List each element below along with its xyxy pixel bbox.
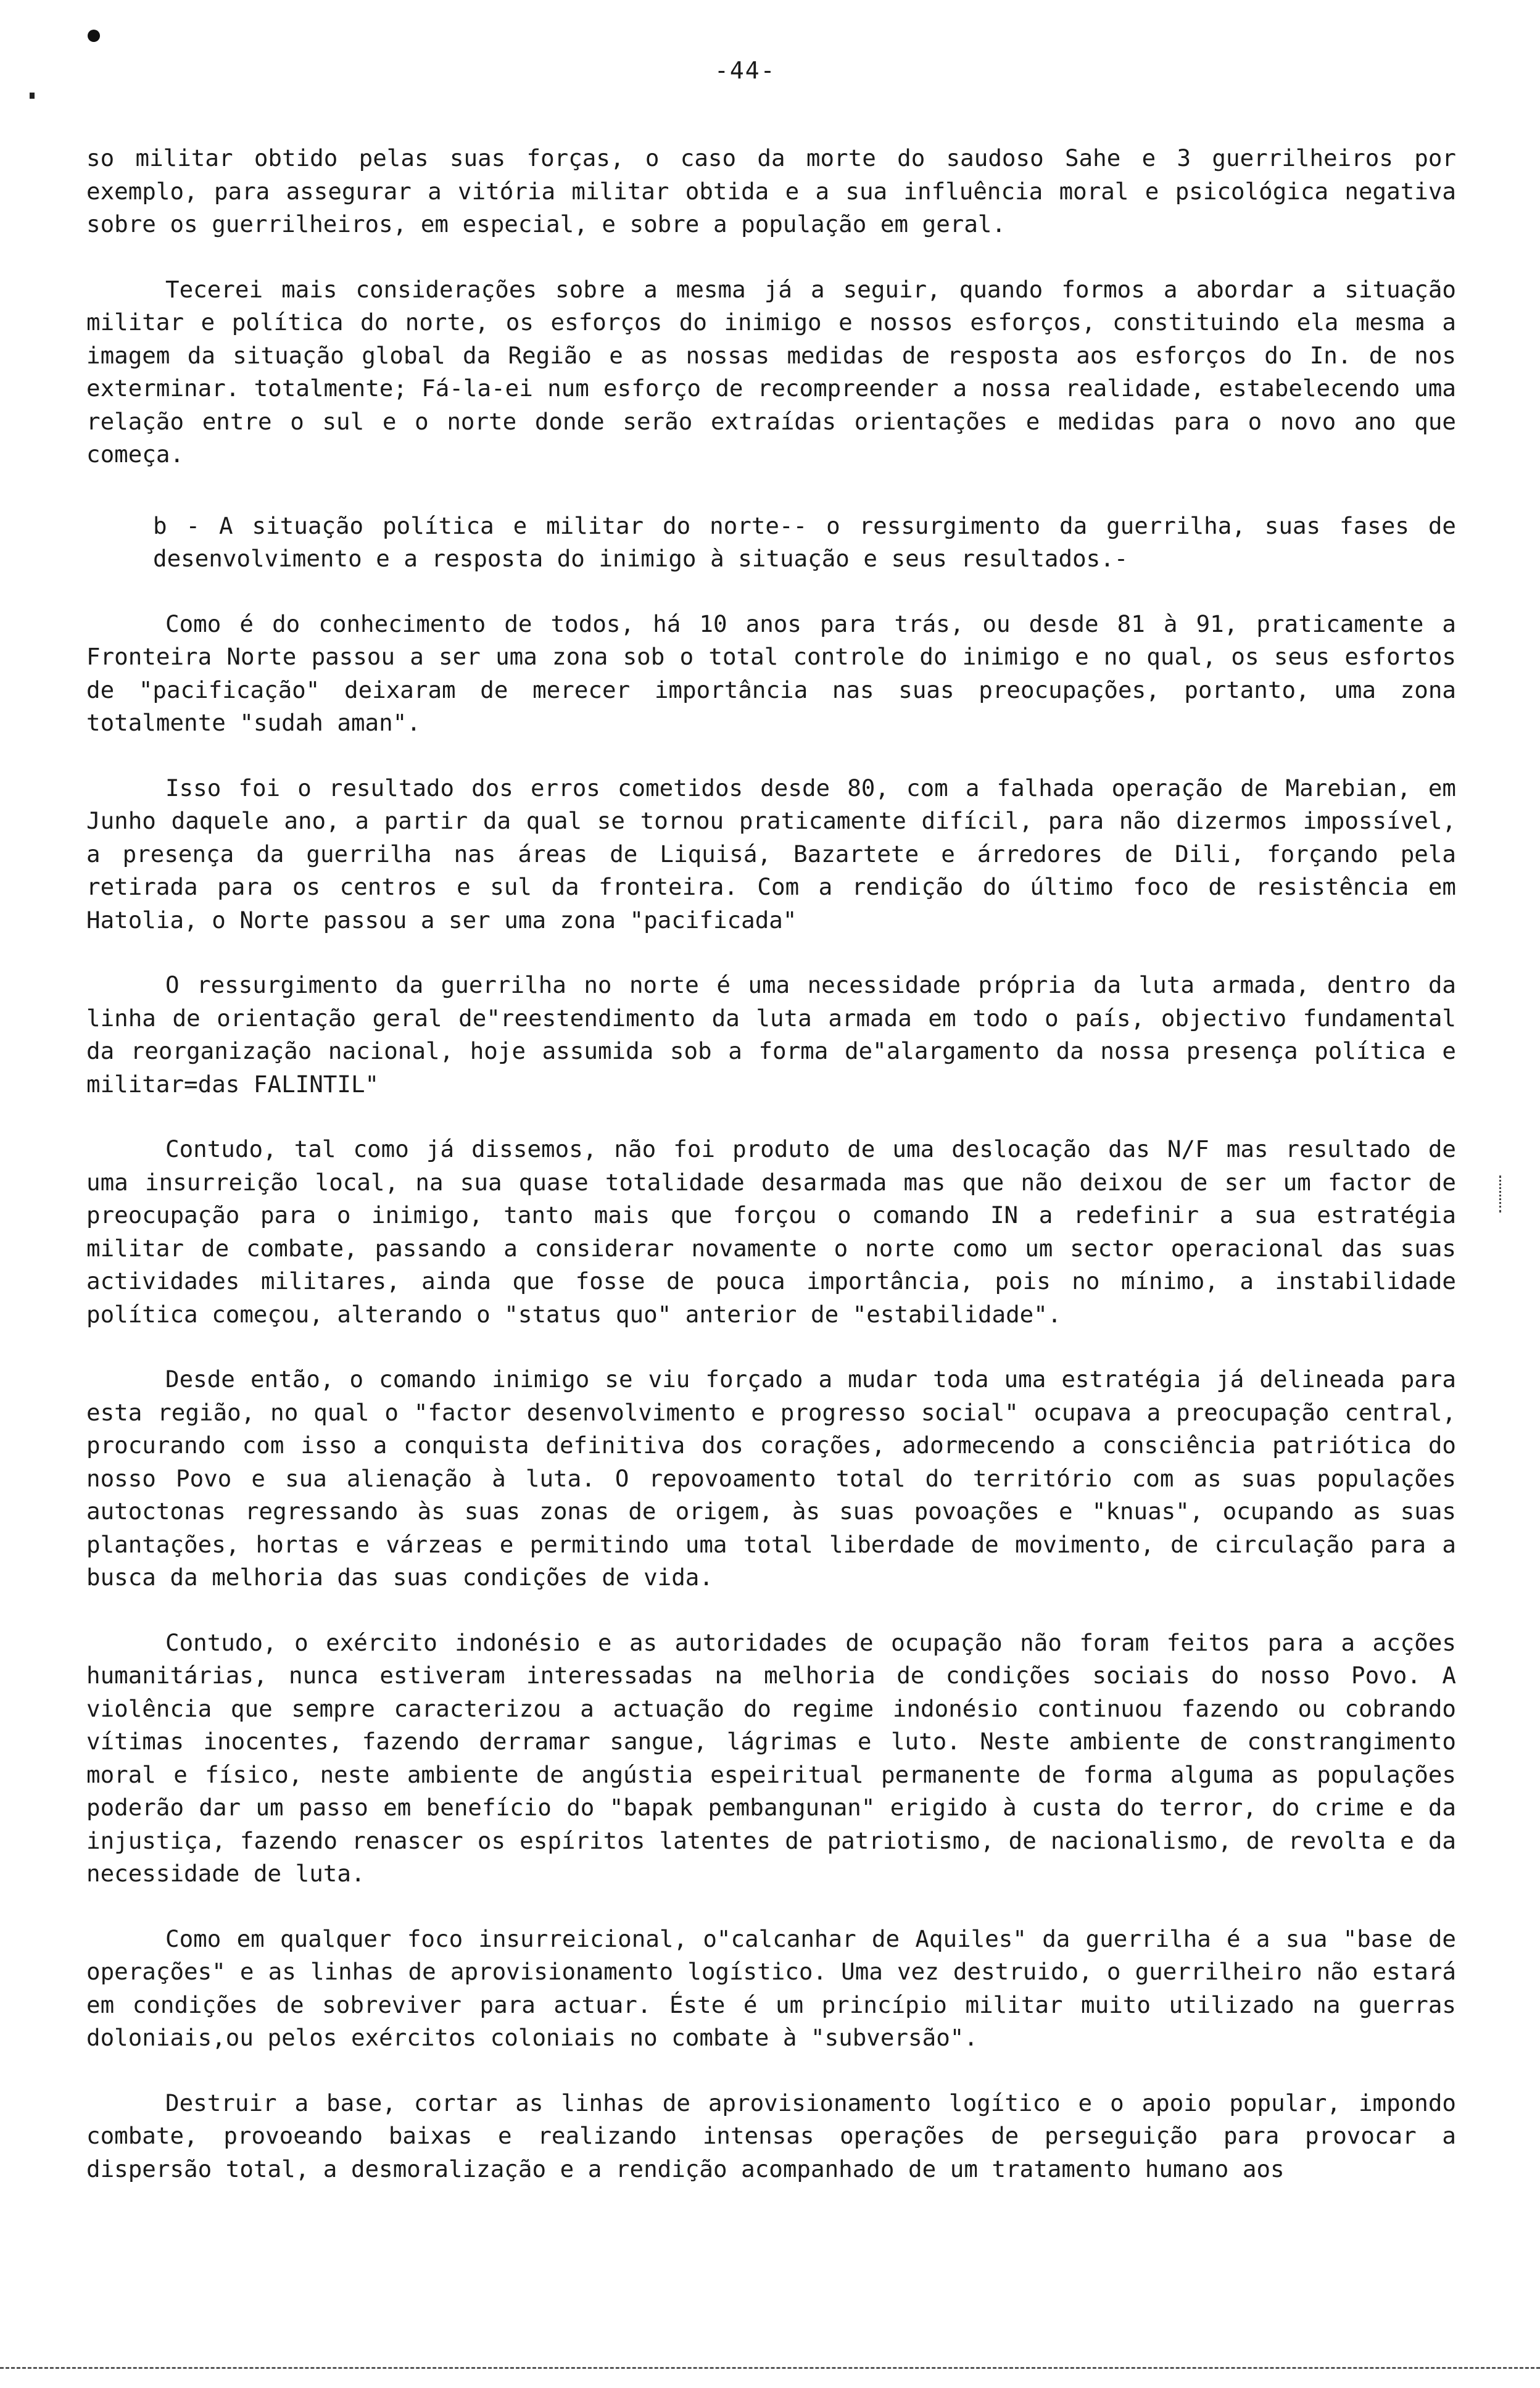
- paragraph-2: Tecerei mais considerações sobre a mesma já a seguir, quando formos a abordar a situação militar e política do norte, os esforços do inimigo e nossos esforços, constituindo ela mesma a imagem da situação global da Região e as nossas medidas de resposta aos esforços do In. de nos exterminar. totalmente; Fá-la-ei num esforço de recompreender a nossa realidade, estabelecendo uma relação entre o sul e o norte donde serão extraídas orientações e medidas para o novo ano que começa.: [86, 275, 1456, 468]
- section-heading-b: b - A situação política e militar do norte-- o ressurgimento da guerrilha, suas fases de desenvolvimento e a resposta do inimigo à situação e seus resultados.-: [153, 512, 1456, 572]
- paragraph-4: Isso foi o resultado dos erros cometidos desde 80, com a falhada operação de Marebian, em Junho daquele ano, a partir da qual se tornou praticamente difícil, para não dizermos impossível, a presença da guerrilha nas áreas de Liquisá, Bazartete e árredores de Dili, forçando pela retirada para os centros e sul da fronteira. Com a rendição do último foco de resistência em Hatolia, o Norte passou a ser uma zona "pacificada": [86, 774, 1456, 934]
- bottom-scan-edge: [0, 2367, 1540, 2369]
- body-text: [86, 142, 1456, 2186]
- paragraph-5: O ressurgimento da guerrilha no norte é uma necessidade própria da luta armada, dentro da linha de orientação geral de"reestendimento da luta armada em todo o país, objectivo fundamental da reorganização nacional, hoje assumida sob a forma de"alargamento da nossa presença política e militar=das FALINTIL": [86, 971, 1456, 1098]
- margin-tick-mark: [30, 93, 35, 99]
- paragraph-10: Destruir a base, cortar as linhas de aprovisionamento logítico e o apoio popular, impondo combate, provoeando baixas e realizando intensas operações de perseguição para provocar a dispersão total, a desmoralização e a rendição acompanhado de um tratamento humano aos: [86, 2089, 1456, 2183]
- paragraph-6: Contudo, tal como já dissemos, não foi produto de uma deslocação das N/F mas resultado de uma insurreição local, na sua quase totalidade desarmada mas que não deixou de ser um factor de preocupação para o inimigo, tanto mais que forçou o comando IN a redefinir a sua estratégia militar de combate, passando a considerar novamente o norte como um sector operacional das suas actividades militares, ainda que fosse de pouca importância, pois no mínimo, a instabilidade política começou, alterando o "status quo" anterior de "estabilidade".: [86, 1135, 1456, 1328]
- punch-hole-mark: [88, 30, 100, 42]
- paragraph-1: so militar obtido pelas suas forças, o caso da morte do saudoso Sahe e 3 guerrilheiros por exemplo, para assegurar a vitória militar obtida e a sua influência moral e psicológica negativa sobre os guerrilheiros, em especial, e sobre a população em geral.: [86, 144, 1456, 238]
- paragraph-9: Como em qualquer foco insurreicional, o"calcanhar de Aquiles" da guerrilha é a sua "base de operações" e as linhas de aprovisionamento logístico. Uma vez destruido, o guerrilheiro não estará em condições de sobreviver para actuar. Éste é um princípio militar muito utilizado na guerras doloniais,ou pelos exércitos coloniais no combate à "subversão".: [86, 1925, 1456, 2051]
- margin-annotation-mark: [1499, 1175, 1504, 1213]
- paragraph-3: Como é do conhecimento de todos, há 10 anos para trás, ou desde 81 à 91, praticamente a Fronteira Norte passou a ser uma zona sob o total controle do inimigo e no qual, os seus esfortos de "pacificação" deixaram de merecer importância nas suas preocupações, portanto, uma zona totalmente "sudah aman".: [86, 610, 1456, 736]
- paragraph-7: Desde então, o comando inimigo se viu forçado a mudar toda uma estratégia já delineada para esta região, no qual o "factor desenvolvimento e progresso social" ocupava a preocupação central, procurando com isso a conquista definitiva dos corações, adormecendo a consciência patriótica do nosso Povo e sua alienação à luta. O repovoamento total do território com as suas populações autoctonas regressando às suas zonas de origem, às suas povoações e "knuas", ocupando as suas plantações, hortas e várzeas e permitindo uma total liberdade de movimento, de circulação para a busca da melhoria das suas condições de vida.: [86, 1366, 1456, 1591]
- paragraph-8: Contudo, o exército indonésio e as autoridades de ocupação não foram feitos para a acções humanitárias, nunca estiveram interessadas na melhoria de condições sociais do nosso Povo. A violência que sempre caracterizou a actuação do regime indonésio continuou fazendo ou cobrando vítimas inocentes, fazendo derramar sangue, lágrimas e luto. Neste ambiente de constrangimento moral e físico, neste ambiente de angústia espeiritual permanente de forma alguma as populações poderão dar um passo em benefício do "bapak pembangunan" erigido à custa do terror, do crime e da injustiça, fazendo renascer os espíritos latentes de patriotismo, de nacionalismo, de revolta e da necessidade de luta.: [86, 1628, 1456, 1887]
- page-number: -44-: [714, 57, 776, 84]
